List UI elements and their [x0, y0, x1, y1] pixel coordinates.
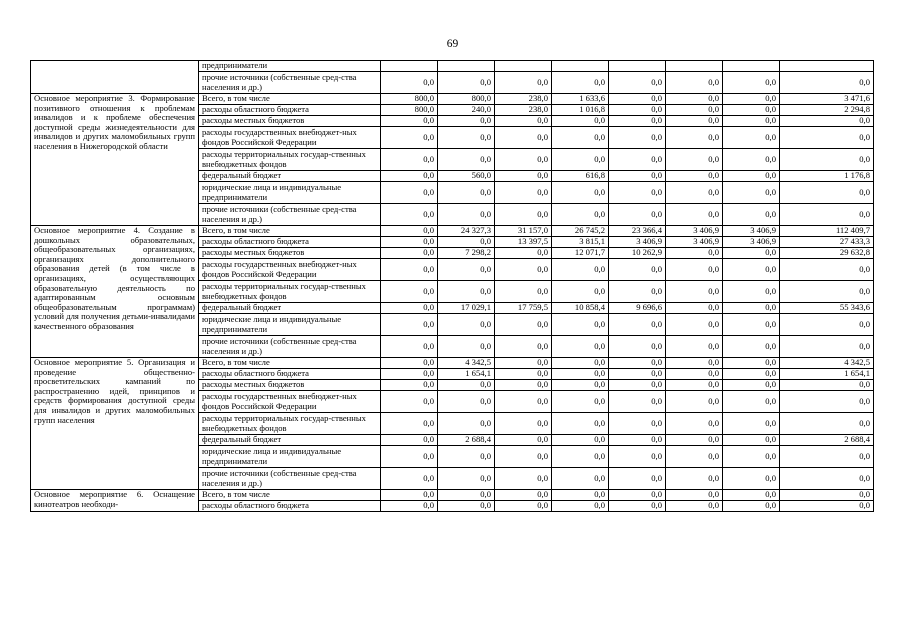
table-row	[31, 61, 874, 72]
value-cell: 0,0	[438, 116, 495, 127]
value-cell: 0,0	[438, 127, 495, 149]
value-cell: 0,0	[723, 281, 780, 303]
value-cell: 31 157,0	[495, 226, 552, 237]
value-cell: 0,0	[666, 94, 723, 105]
value-cell: 3 406,9	[609, 237, 666, 248]
value-cell: 0,0	[495, 171, 552, 182]
total-value-cell: 0,0	[780, 490, 874, 501]
value-cell: 0,0	[723, 490, 780, 501]
value-cell: 0,0	[666, 446, 723, 468]
total-value-cell: 3 471,6	[780, 94, 874, 105]
value-cell: 800,0	[381, 105, 438, 116]
funding-source-cell: расходы государственных внебюджет-ных фондов Российской Федерации	[199, 259, 381, 281]
value-cell: 7 298,2	[438, 248, 495, 259]
value-cell: 0,0	[495, 380, 552, 391]
value-cell	[666, 61, 723, 72]
value-cell: 0,0	[381, 468, 438, 490]
value-cell: 0,0	[723, 391, 780, 413]
value-cell: 17 029,1	[438, 303, 495, 314]
total-value-cell	[780, 61, 874, 72]
total-value-cell: 55 343,6	[780, 303, 874, 314]
budget-table	[30, 60, 874, 512]
value-cell: 0,0	[609, 182, 666, 204]
value-cell: 0,0	[438, 391, 495, 413]
value-cell: 0,0	[666, 380, 723, 391]
total-value-cell: 1 176,8	[780, 171, 874, 182]
value-cell: 0,0	[609, 149, 666, 171]
funding-source-cell: прочие источники (собственные сред-ства населения и др.)	[199, 336, 381, 358]
total-value-cell: 2 294,8	[780, 105, 874, 116]
value-cell: 0,0	[552, 259, 609, 281]
value-cell: 0,0	[723, 435, 780, 446]
value-cell: 0,0	[666, 248, 723, 259]
value-cell: 0,0	[495, 204, 552, 226]
value-cell: 0,0	[381, 259, 438, 281]
value-cell: 616,8	[552, 171, 609, 182]
value-cell: 0,0	[381, 391, 438, 413]
value-cell: 0,0	[723, 468, 780, 490]
value-cell: 0,0	[381, 116, 438, 127]
value-cell: 0,0	[495, 369, 552, 380]
value-cell: 0,0	[381, 226, 438, 237]
value-cell: 3 815,1	[552, 237, 609, 248]
value-cell	[495, 61, 552, 72]
value-cell: 0,0	[552, 314, 609, 336]
value-cell: 0,0	[495, 336, 552, 358]
funding-source-cell: прочие источники (собственные сред-ства населения и др.)	[199, 72, 381, 94]
event-name-cell: Основное мероприятие 5. Организация и проведение общественно-просветительских кампаний по распространению идей, принципов и средств формирования доступной среды для инвалидов и других маломобильных групп населения	[31, 358, 199, 490]
value-cell: 24 327,3	[438, 226, 495, 237]
value-cell: 0,0	[609, 501, 666, 512]
value-cell: 0,0	[381, 358, 438, 369]
value-cell: 0,0	[723, 248, 780, 259]
value-cell: 23 366,4	[609, 226, 666, 237]
value-cell: 10 262,9	[609, 248, 666, 259]
value-cell: 0,0	[552, 116, 609, 127]
value-cell: 0,0	[666, 413, 723, 435]
value-cell: 0,0	[381, 501, 438, 512]
value-cell: 0,0	[609, 116, 666, 127]
value-cell: 0,0	[381, 204, 438, 226]
value-cell: 0,0	[723, 105, 780, 116]
value-cell: 0,0	[723, 259, 780, 281]
value-cell: 0,0	[381, 336, 438, 358]
value-cell: 0,0	[609, 72, 666, 94]
total-value-cell: 0,0	[780, 336, 874, 358]
value-cell: 0,0	[438, 72, 495, 94]
value-cell: 0,0	[666, 303, 723, 314]
value-cell: 0,0	[552, 72, 609, 94]
value-cell: 0,0	[381, 435, 438, 446]
value-cell: 0,0	[609, 204, 666, 226]
total-value-cell: 27 433,3	[780, 237, 874, 248]
funding-source-cell: федеральный бюджет	[199, 303, 381, 314]
funding-source-cell: расходы областного бюджета	[199, 369, 381, 380]
total-value-cell: 0,0	[780, 204, 874, 226]
value-cell: 0,0	[723, 204, 780, 226]
value-cell: 0,0	[381, 446, 438, 468]
value-cell: 2 688,4	[438, 435, 495, 446]
table-row	[31, 358, 874, 369]
value-cell: 0,0	[438, 149, 495, 171]
value-cell: 0,0	[552, 380, 609, 391]
value-cell: 0,0	[666, 259, 723, 281]
value-cell: 0,0	[723, 501, 780, 512]
total-value-cell: 2 688,4	[780, 435, 874, 446]
table-row	[31, 490, 874, 501]
value-cell: 10 858,4	[552, 303, 609, 314]
value-cell: 0,0	[438, 336, 495, 358]
value-cell: 4 342,5	[438, 358, 495, 369]
funding-source-cell: расходы государственных внебюджет-ных фондов Российской Федерации	[199, 391, 381, 413]
value-cell: 0,0	[723, 358, 780, 369]
value-cell	[438, 61, 495, 72]
total-value-cell: 0,0	[780, 281, 874, 303]
funding-source-cell: расходы территориальных государ-ственных внебюджетных фондов	[199, 413, 381, 435]
value-cell: 0,0	[495, 182, 552, 204]
page-number: 69	[446, 38, 459, 50]
value-cell: 238,0	[495, 105, 552, 116]
value-cell: 0,0	[381, 303, 438, 314]
funding-source-cell: расходы областного бюджета	[199, 105, 381, 116]
value-cell: 0,0	[552, 435, 609, 446]
value-cell: 17 759,5	[495, 303, 552, 314]
value-cell: 0,0	[666, 468, 723, 490]
value-cell: 0,0	[495, 490, 552, 501]
value-cell: 0,0	[609, 446, 666, 468]
value-cell: 0,0	[723, 380, 780, 391]
value-cell: 0,0	[552, 490, 609, 501]
value-cell: 0,0	[723, 72, 780, 94]
total-value-cell: 0,0	[780, 413, 874, 435]
value-cell: 0,0	[438, 314, 495, 336]
value-cell: 0,0	[495, 435, 552, 446]
value-cell: 0,0	[438, 490, 495, 501]
funding-source-cell: федеральный бюджет	[199, 435, 381, 446]
value-cell: 0,0	[723, 369, 780, 380]
total-value-cell: 0,0	[780, 391, 874, 413]
value-cell	[723, 61, 780, 72]
value-cell: 0,0	[495, 281, 552, 303]
value-cell: 0,0	[666, 182, 723, 204]
value-cell: 0,0	[609, 259, 666, 281]
funding-source-cell: Всего, в том числе	[199, 226, 381, 237]
value-cell: 0,0	[666, 116, 723, 127]
value-cell: 0,0	[495, 72, 552, 94]
value-cell: 0,0	[609, 490, 666, 501]
value-cell: 0,0	[438, 380, 495, 391]
value-cell: 0,0	[552, 446, 609, 468]
value-cell: 1 633,6	[552, 94, 609, 105]
value-cell: 0,0	[609, 314, 666, 336]
value-cell: 0,0	[666, 435, 723, 446]
value-cell: 0,0	[666, 171, 723, 182]
value-cell: 0,0	[495, 127, 552, 149]
value-cell: 0,0	[609, 94, 666, 105]
value-cell: 0,0	[666, 501, 723, 512]
value-cell: 0,0	[381, 149, 438, 171]
value-cell: 0,0	[609, 468, 666, 490]
value-cell: 0,0	[552, 501, 609, 512]
value-cell: 0,0	[552, 468, 609, 490]
total-value-cell: 0,0	[780, 468, 874, 490]
value-cell: 0,0	[609, 336, 666, 358]
value-cell: 800,0	[438, 94, 495, 105]
value-cell: 0,0	[381, 380, 438, 391]
value-cell: 0,0	[552, 182, 609, 204]
value-cell: 1 016,8	[552, 105, 609, 116]
value-cell: 0,0	[609, 380, 666, 391]
value-cell: 0,0	[495, 116, 552, 127]
table-row	[31, 226, 874, 237]
value-cell: 0,0	[381, 413, 438, 435]
value-cell: 0,0	[723, 127, 780, 149]
funding-source-cell: федеральный бюджет	[199, 171, 381, 182]
value-cell: 0,0	[666, 105, 723, 116]
total-value-cell: 1 654,1	[780, 369, 874, 380]
value-cell: 0,0	[552, 413, 609, 435]
value-cell: 0,0	[666, 149, 723, 171]
value-cell: 0,0	[381, 171, 438, 182]
funding-source-cell: Всего, в том числе	[199, 490, 381, 501]
value-cell: 0,0	[381, 314, 438, 336]
value-cell: 0,0	[438, 468, 495, 490]
value-cell: 0,0	[666, 490, 723, 501]
value-cell: 0,0	[609, 435, 666, 446]
funding-source-cell: расходы местных бюджетов	[199, 380, 381, 391]
value-cell: 0,0	[723, 149, 780, 171]
funding-source-cell: расходы областного бюджета	[199, 501, 381, 512]
value-cell: 0,0	[552, 369, 609, 380]
value-cell: 0,0	[552, 127, 609, 149]
value-cell: 0,0	[495, 259, 552, 281]
funding-source-cell: расходы государственных внебюджет-ных фондов Российской Федерации	[199, 127, 381, 149]
value-cell: 0,0	[495, 501, 552, 512]
value-cell: 238,0	[495, 94, 552, 105]
value-cell: 0,0	[381, 182, 438, 204]
total-value-cell: 29 632,8	[780, 248, 874, 259]
value-cell: 13 397,5	[495, 237, 552, 248]
value-cell: 0,0	[438, 501, 495, 512]
value-cell: 0,0	[495, 391, 552, 413]
value-cell: 0,0	[552, 358, 609, 369]
funding-source-cell: расходы местных бюджетов	[199, 116, 381, 127]
total-value-cell: 112 409,7	[780, 226, 874, 237]
value-cell: 0,0	[438, 446, 495, 468]
value-cell: 0,0	[723, 171, 780, 182]
value-cell: 0,0	[723, 94, 780, 105]
value-cell: 26 745,2	[552, 226, 609, 237]
value-cell: 0,0	[723, 413, 780, 435]
value-cell: 0,0	[666, 369, 723, 380]
table-row	[31, 94, 874, 105]
value-cell: 0,0	[552, 336, 609, 358]
total-value-cell: 0,0	[780, 72, 874, 94]
funding-source-cell: прочие источники (собственные сред-ства населения и др.)	[199, 468, 381, 490]
value-cell: 0,0	[381, 237, 438, 248]
funding-source-cell: Всего, в том числе	[199, 94, 381, 105]
funding-source-cell: юридические лица и индивидуальные предприниматели	[199, 182, 381, 204]
total-value-cell: 0,0	[780, 259, 874, 281]
value-cell: 0,0	[723, 336, 780, 358]
total-value-cell: 0,0	[780, 501, 874, 512]
value-cell: 0,0	[495, 413, 552, 435]
total-value-cell: 0,0	[780, 446, 874, 468]
funding-source-cell: юридические лица и индивидуальные предприниматели	[199, 314, 381, 336]
event-name-cell: Основное мероприятие 3. Формирование позитивного отношения к проблемам инвалидов и к проблеме обеспечения доступной среды жизнедеятельности для инвалидов и других маломобильных групп населения в Нижегородской области	[31, 94, 199, 226]
value-cell: 0,0	[723, 182, 780, 204]
value-cell: 0,0	[495, 358, 552, 369]
value-cell: 0,0	[495, 248, 552, 259]
value-cell: 0,0	[723, 314, 780, 336]
value-cell: 0,0	[723, 446, 780, 468]
funding-source-cell: прочие источники (собственные сред-ства населения и др.)	[199, 204, 381, 226]
value-cell: 0,0	[381, 490, 438, 501]
value-cell: 0,0	[666, 72, 723, 94]
value-cell: 0,0	[552, 391, 609, 413]
value-cell: 3 406,9	[666, 237, 723, 248]
value-cell: 800,0	[381, 94, 438, 105]
value-cell: 0,0	[609, 105, 666, 116]
value-cell: 0,0	[666, 391, 723, 413]
value-cell	[381, 61, 438, 72]
value-cell: 0,0	[438, 204, 495, 226]
total-value-cell: 0,0	[780, 314, 874, 336]
value-cell: 0,0	[666, 314, 723, 336]
funding-source-cell: расходы территориальных государ-ственных внебюджетных фондов	[199, 281, 381, 303]
value-cell: 0,0	[381, 369, 438, 380]
value-cell: 0,0	[666, 358, 723, 369]
value-cell: 560,0	[438, 171, 495, 182]
value-cell: 0,0	[495, 446, 552, 468]
event-name-cell: Основное мероприятие 4. Создание в дошкольных образовательных, общеобразовательных организациях, организациях дополнительного образования детей (в том числе в организациях, осуществляющих образовательную деятельность по адаптированным основным общеобразовательным программам) условий для получения детьми-инвалидами качественного образования	[31, 226, 199, 358]
value-cell: 3 406,9	[723, 226, 780, 237]
value-cell: 0,0	[666, 204, 723, 226]
value-cell: 0,0	[723, 303, 780, 314]
value-cell: 0,0	[609, 127, 666, 149]
value-cell: 0,0	[438, 413, 495, 435]
event-name-cell: Основное мероприятие 6. Оснащение кинотеатров необходи-	[31, 490, 199, 512]
value-cell: 0,0	[495, 314, 552, 336]
funding-source-cell: предприниматели	[199, 61, 381, 72]
funding-source-cell: расходы областного бюджета	[199, 237, 381, 248]
value-cell: 0,0	[609, 171, 666, 182]
value-cell: 0,0	[495, 149, 552, 171]
event-name-cell	[31, 61, 199, 94]
value-cell: 0,0	[609, 391, 666, 413]
value-cell: 0,0	[666, 336, 723, 358]
value-cell: 0,0	[495, 468, 552, 490]
total-value-cell: 0,0	[780, 182, 874, 204]
value-cell: 0,0	[609, 281, 666, 303]
value-cell: 0,0	[438, 182, 495, 204]
funding-source-cell: расходы местных бюджетов	[199, 248, 381, 259]
value-cell: 240,0	[438, 105, 495, 116]
value-cell: 1 654,1	[438, 369, 495, 380]
value-cell: 0,0	[552, 281, 609, 303]
value-cell: 0,0	[666, 281, 723, 303]
value-cell: 0,0	[666, 127, 723, 149]
value-cell: 0,0	[381, 72, 438, 94]
total-value-cell: 0,0	[780, 116, 874, 127]
value-cell: 0,0	[552, 204, 609, 226]
funding-source-cell: юридические лица и индивидуальные предприниматели	[199, 446, 381, 468]
value-cell: 0,0	[552, 149, 609, 171]
value-cell: 0,0	[609, 358, 666, 369]
value-cell: 0,0	[609, 369, 666, 380]
value-cell: 0,0	[381, 127, 438, 149]
value-cell	[552, 61, 609, 72]
value-cell: 0,0	[438, 237, 495, 248]
total-value-cell: 0,0	[780, 127, 874, 149]
total-value-cell: 0,0	[780, 149, 874, 171]
value-cell: 0,0	[438, 259, 495, 281]
total-value-cell: 4 342,5	[780, 358, 874, 369]
total-value-cell: 0,0	[780, 380, 874, 391]
value-cell: 0,0	[609, 413, 666, 435]
value-cell: 0,0	[381, 281, 438, 303]
value-cell: 0,0	[438, 281, 495, 303]
value-cell: 9 696,6	[609, 303, 666, 314]
funding-source-cell: Всего, в том числе	[199, 358, 381, 369]
value-cell: 0,0	[381, 248, 438, 259]
funding-source-cell: расходы территориальных государ-ственных внебюджетных фондов	[199, 149, 381, 171]
value-cell: 0,0	[723, 116, 780, 127]
value-cell: 12 071,7	[552, 248, 609, 259]
value-cell: 3 406,9	[723, 237, 780, 248]
value-cell	[609, 61, 666, 72]
value-cell: 3 406,9	[666, 226, 723, 237]
